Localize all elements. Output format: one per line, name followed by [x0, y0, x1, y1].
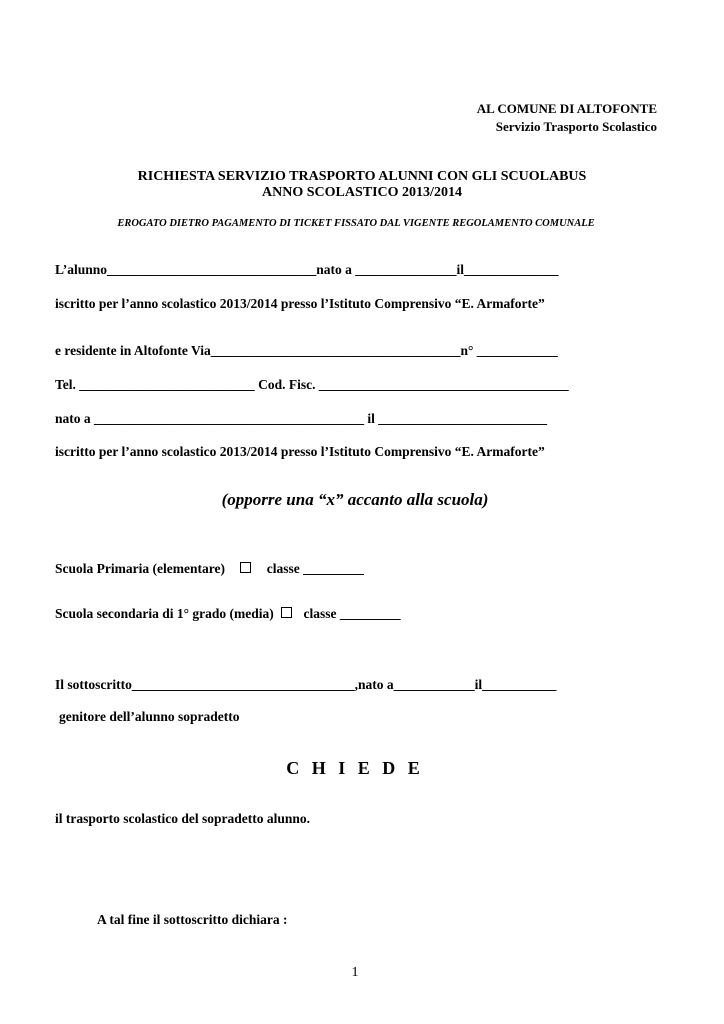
document-subtitle: EROGATO DIETRO PAGAMENTO DI TICKET FISSATO DAL VIGENTE REGOLAMENTO COMUNALE: [117, 218, 595, 229]
tel-codfisc-field-line[interactable]: Tel. __________________________ Cod. Fisc. _____________________________________: [55, 377, 569, 392]
school-primaria-row: [55, 561, 364, 577]
residente-field-line[interactable]: e residente in Altofonte Via_____________________________________n° ____________: [55, 343, 558, 358]
title-line-2: ANNO SCOLASTICO 2013/2014: [262, 185, 462, 200]
primaria-checkbox[interactable]: [240, 562, 251, 573]
primaria-classe-field[interactable]: classe _________: [266, 561, 364, 576]
iscritto-line-1: iscritto per l’anno scolastico 2013/2014 presso l’Istituto Comprensivo “E. Armaforte”: [55, 296, 545, 311]
recipient-service: Servizio Trasporto Scolastico: [495, 119, 657, 134]
chiede-heading: C H I E D E: [286, 758, 424, 778]
secondaria-classe-field[interactable]: classe _________: [303, 606, 401, 621]
recipient-block: [477, 100, 657, 136]
request-text: il trasporto scolastico del sopradetto alunno.: [55, 811, 310, 826]
title-line-1: RICHIESTA SERVIZIO TRASPORTO ALUNNI CON GLI SCUOLABUS: [137, 169, 587, 184]
recipient-office: AL COMUNE DI ALTOFONTE: [476, 101, 657, 116]
secondaria-label: Scuola secondaria di 1° grado (media): [55, 606, 274, 621]
iscritto-line-2: iscritto per l’anno scolastico 2013/2014 presso l’Istituto Comprensivo “E. Armaforte”: [55, 444, 545, 459]
page-number: 1: [351, 965, 359, 980]
secondaria-checkbox[interactable]: [281, 607, 292, 618]
instruction-text: (opporre una “x” accanto alla scuola): [221, 490, 489, 509]
document-title: [0, 169, 724, 201]
declaration-text: A tal fine il sottoscritto dichiara :: [97, 912, 288, 927]
sottoscritto-field-line[interactable]: Il sottoscritto_________________________________,nato a____________il___________: [55, 677, 557, 692]
alunno-field-line[interactable]: L’alunno_______________________________nato a _______________il______________: [55, 262, 559, 277]
nato-field-line[interactable]: nato a ________________________________________ il _________________________: [55, 411, 548, 426]
primaria-label: Scuola Primaria (elementare): [55, 561, 225, 576]
school-secondaria-row: [55, 606, 401, 622]
genitore-line: genitore dell’alunno sopradetto: [59, 709, 240, 724]
